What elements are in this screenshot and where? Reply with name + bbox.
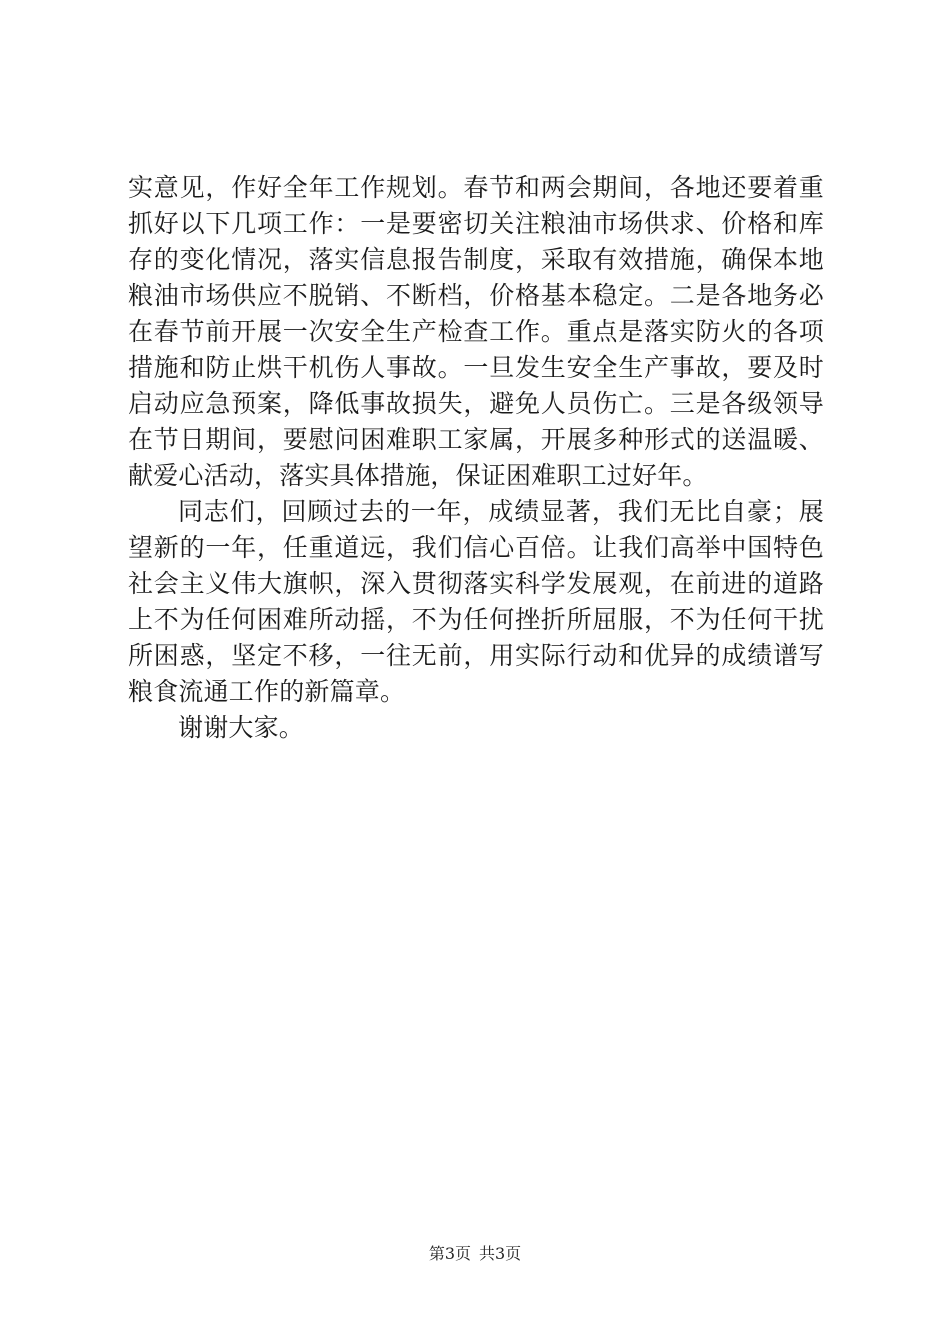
text-line: 粮食流通工作的新篇章。 (128, 677, 406, 706)
page-number: 第3页 (428, 1244, 471, 1263)
text-line: 抓好以下几项工作：一是要密切关注粮油市场供求、价格和库 (128, 209, 824, 238)
text-line: 上不为任何困难所动摇，不为任何挫折所屈服，不为任何干扰 (128, 605, 824, 634)
text-line: 谢谢大家。 (178, 713, 305, 742)
page-footer (0, 1243, 950, 1265)
text-line: 所困惑，坚定不移，一往无前，用实际行动和优异的成绩谱写 (128, 641, 824, 670)
document-body (128, 170, 824, 746)
text-line: 存的变化情况，落实信息报告制度，采取有效措施，确保本地 (128, 245, 824, 274)
text-line: 启动应急预案，降低事故损失，避免人员伤亡。三是各级领导 (128, 389, 824, 418)
text-line: 实意见，作好全年工作规划。春节和两会期间，各地还要着重 (128, 173, 824, 202)
text-line: 措施和防止烘干机伤人事故。一旦发生安全生产事故，要及时 (128, 353, 824, 382)
text-line: 社会主义伟大旗帜，深入贯彻落实科学发展观，在前进的道路 (128, 569, 824, 598)
text-line: 献爱心活动，落实具体措施，保证困难职工过好年。 (128, 461, 708, 490)
text-line: 在节日期间，要慰问困难职工家属，开展多种形式的送温暖、 (128, 425, 824, 454)
text-line: 望新的一年，任重道远，我们信心百倍。让我们高举中国特色 (128, 533, 824, 562)
text-line: 在春节前开展一次安全生产检查工作。重点是落实防火的各项 (128, 317, 824, 346)
text-line: 粮油市场供应不脱销、不断档，价格基本稳定。二是各地务必 (128, 281, 824, 310)
text-line: 同志们，回顾过去的一年，成绩显著，我们无比自豪；展 (178, 497, 824, 526)
page-total: 共3页 (479, 1244, 522, 1263)
